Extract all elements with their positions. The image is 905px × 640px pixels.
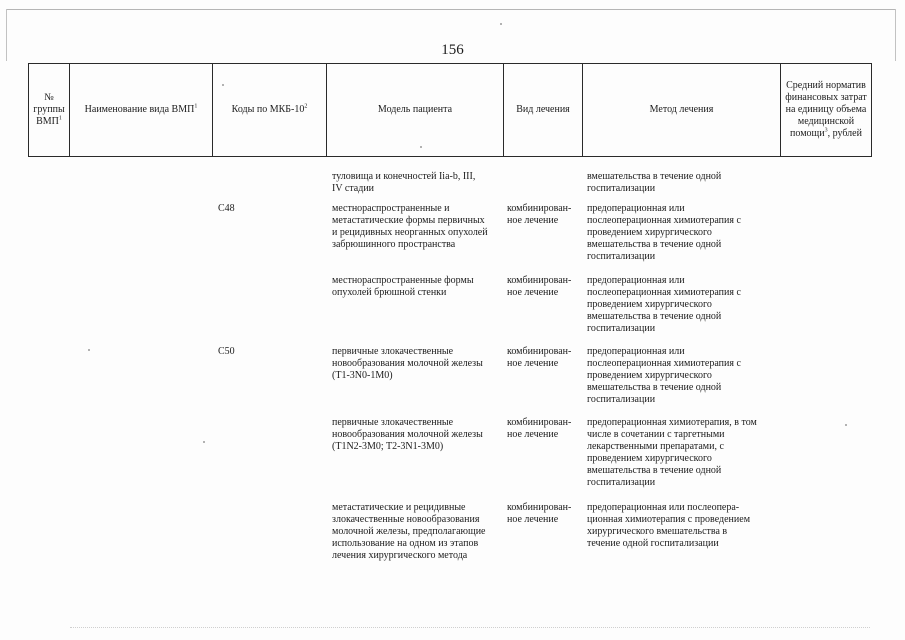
scan-speck (203, 441, 205, 443)
table-row-4-treatment-type: комбинирован- ное лечение (507, 417, 572, 440)
page-number: 156 (441, 42, 464, 58)
table-row-1-treatment-method: предоперационная или послеоперационная химиотерапия с проведением хирургического вмешательства в течение одной госпитализации (587, 203, 741, 262)
table-row-2-treatment-method: предоперационная или послеоперационная химиотерапия с проведением хирургического вмешательства в течение одной госпитализации (587, 275, 741, 334)
scan-speck (845, 424, 847, 426)
header-patient-model-label: Модель пациента (377, 104, 453, 115)
table-row-5-treatment-type: комбинирован- ное лечение (507, 502, 572, 525)
table-row-0-treatment-method: вмешательства в течение одной госпитализации (587, 171, 722, 194)
table-row-0-patient-model: туловища и конечностей Iia-b, III, IV стадии (332, 171, 476, 194)
scan-speck (420, 146, 422, 148)
header-average-cost (781, 64, 871, 156)
table-row-2-treatment-type: комбинирован- ное лечение (507, 275, 572, 298)
table-header-bottom-rule (28, 156, 872, 157)
header-group-no-label: № группы ВМП (33, 92, 65, 127)
header-average-cost-unit: , рублей (827, 128, 862, 139)
table-row-3-patient-model: первичные злокачественные новообразования молочной железы (T1-3N0-1M0) (332, 346, 483, 381)
scan-bottom-artifact (70, 627, 870, 628)
header-mkb-codes-label: Коды по МКБ-10 (231, 104, 305, 115)
table-row-5-treatment-method: предоперационная или послеопера- ционная химиотерапия с проведением хирургического вмешательства в течение одной госпитализации (587, 502, 751, 549)
header-treatment-method-label: Метод лечения (649, 104, 714, 115)
table-row-4-treatment-method: предоперационная химиотерапия, в том числе в сочетании с таргетными лекарственными препаратами, с проведением хирургического вмешательства в течение одной госпитализации (587, 417, 757, 488)
header-average-cost-label: Средний норматив финансовых затрат на единицу объема медицинской помощи (785, 80, 867, 139)
header-vmp-name-label: Наименование вида ВМП (84, 104, 195, 115)
table-row-2-patient-model: местнораспространенные формы опухолей брюшной стенки (332, 275, 474, 298)
column-divider (871, 63, 872, 157)
table-row-3-treatment-type: комбинирован- ное лечение (507, 346, 572, 369)
header-mkb-codes (213, 64, 326, 156)
header-treatment-method (583, 64, 780, 156)
scan-frame-top (6, 9, 896, 10)
scan-speck (500, 23, 502, 25)
header-group-no (29, 64, 69, 156)
scan-speck (222, 84, 224, 86)
table-row-5-patient-model: метастатические и рецидивные злокачественные новообразования молочной железы, предполагающие использование на одном из этапов лечения хирургического метода (332, 502, 486, 561)
table-row-1-mkb-code: C48 (218, 203, 235, 214)
table-row-3-treatment-method: предоперационная или послеоперационная химиотерапия с проведением хирургического вмешательства в течение одной госпитализации (587, 346, 741, 405)
footnote-marker: 1 (58, 115, 62, 122)
table-row-1-patient-model: местнораспространенные и метастатические формы первичных и рецидивных неорганных опухолей забрюшинного пространства (332, 203, 488, 250)
table-row-1-treatment-type: комбинирован- ное лечение (507, 203, 572, 226)
header-vmp-name (70, 64, 212, 156)
footnote-marker: 1 (194, 103, 198, 110)
table-row-3-mkb-code: C50 (218, 346, 235, 357)
header-treatment-type (504, 64, 582, 156)
table-row-4-patient-model: первичные злокачественные новообразования молочной железы (T1N2-3M0; T2-3N1-3M0) (332, 417, 483, 452)
header-patient-model (327, 64, 503, 156)
footnote-marker: 3 (824, 127, 828, 134)
scan-speck (88, 349, 90, 351)
header-treatment-type-label: Вид лечения (516, 104, 570, 115)
footnote-marker: 2 (304, 103, 308, 110)
